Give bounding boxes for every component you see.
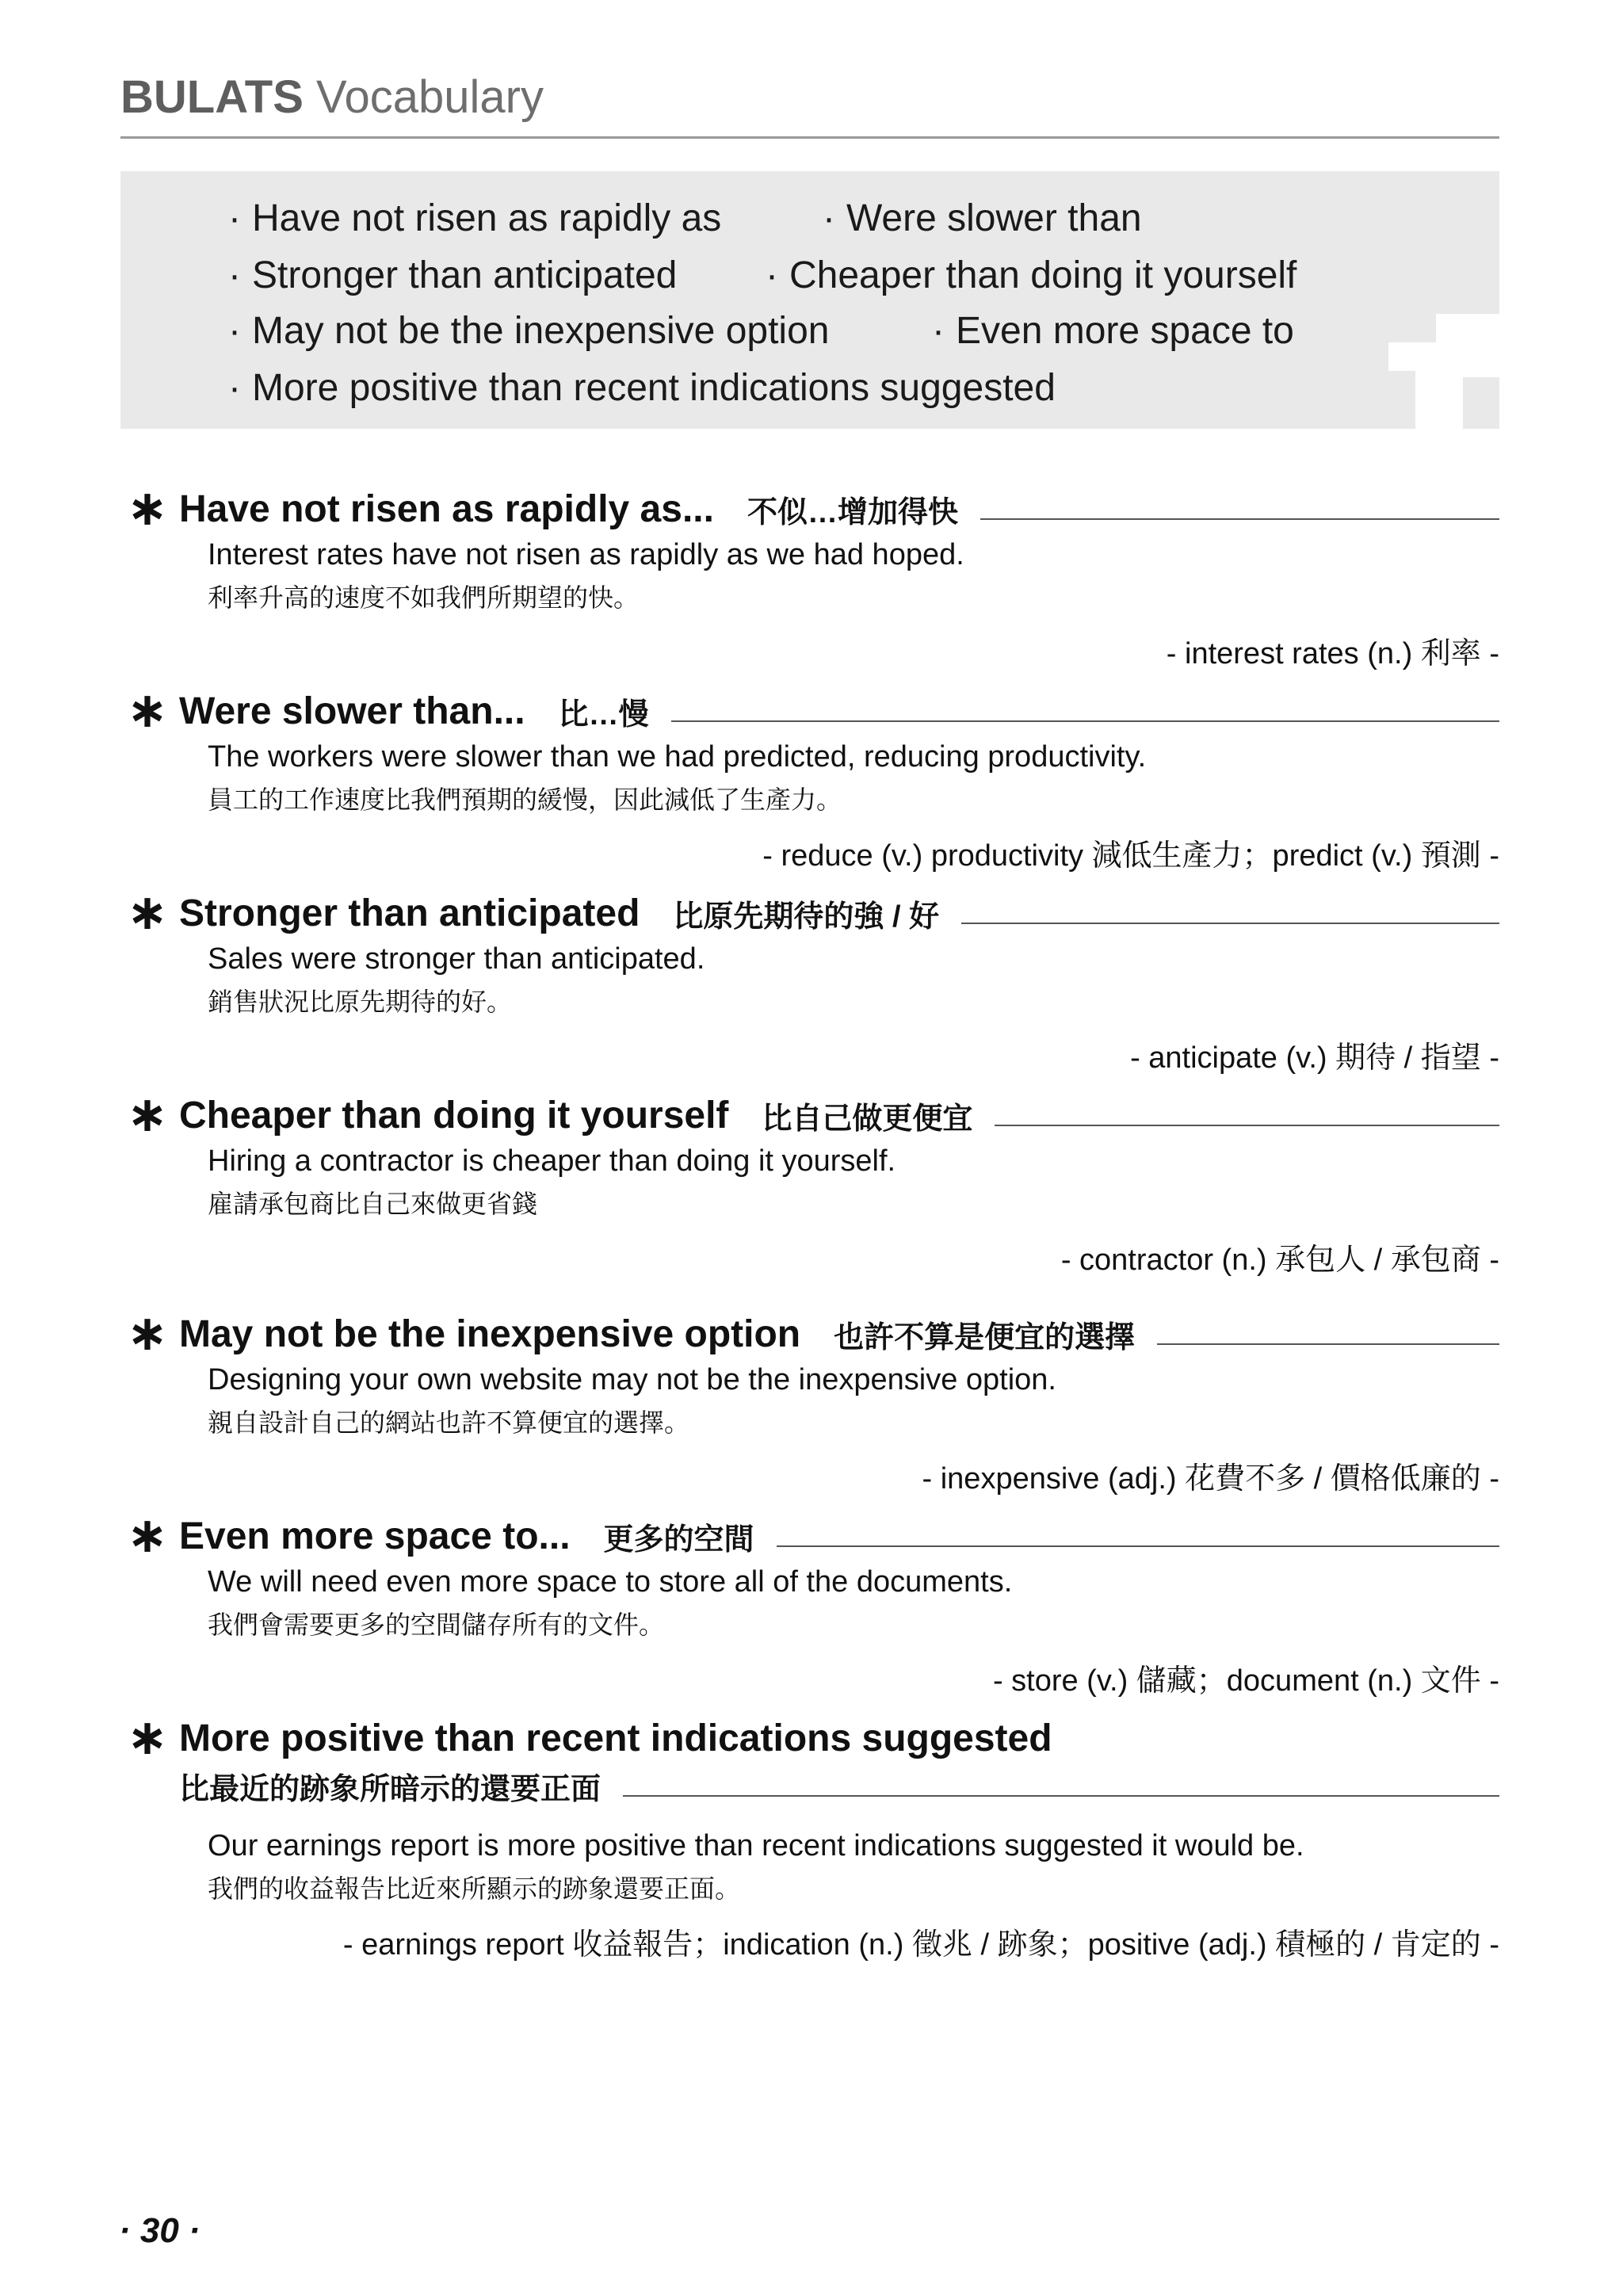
entry-zh: 也許不算是便宜的選擇 [834,1320,1136,1354]
summary-item: · May not be the inexpensive option [228,310,830,352]
puzzle-cutout-decoration [1415,369,1463,429]
entry-example-zh: 利率升高的速度不如我們所期望的快。 [208,583,640,612]
entry-gloss: - interest rates (n.) 利率 - [1166,637,1499,670]
entry-zh: 比最近的跡象所暗示的還要正面 [179,1772,601,1806]
vocab-entry [120,683,1499,873]
entry-example: We will need even more space to store all of the documents. [208,1565,1013,1599]
entry-example: Designing your own website may not be the inexpensive option. [208,1363,1056,1396]
entry-zh: 不似…增加得快 [747,495,958,529]
vocab-entry [120,1508,1499,1698]
asterisk-icon: ∗ [127,885,168,940]
header-title [120,71,544,124]
entry-example-zh: 雇請承包商比自己來做更省錢 [208,1190,538,1218]
entry-gloss: - reduce (v.) productivity 減低生產力；predict (v.) 預測 - [762,839,1499,873]
entry-zh: 比…慢 [558,697,649,732]
entry-gloss: - earnings report 收益報告；indication (n.) 徵兆 / 跡象；positive (adj.) 積極的 / 肯定的 - [342,1928,1499,1962]
asterisk-icon: ∗ [127,1508,168,1563]
entry-phrase: Were slower than... [179,690,525,732]
summary-item: · Stronger than anticipated [228,254,678,296]
underline-rule [777,1545,1499,1547]
entry-zh: 比原先期待的強 / 好 [673,900,940,934]
entry-phrase: Stronger than anticipated [179,892,640,934]
asterisk-icon: ∗ [127,1306,168,1361]
entry-heading [120,1087,1499,1143]
puzzle-cutout-decoration [1436,314,1499,377]
entry-heading [120,683,1499,739]
entry-example-zh: 員工的工作速度比我們預期的緩慢，因此減低了生產力。 [208,785,842,814]
entry-example: Interest rates have not risen as rapidly as we had hoped. [208,538,964,571]
page-header [120,67,1499,139]
entry-phrase: Even more space to... [179,1515,571,1557]
entry-phrase: May not be the inexpensive option [179,1312,801,1355]
summary-item: · Cheaper than doing it yourself [766,254,1297,296]
summary-line [120,303,1499,360]
entry-gloss: - store (v.) 儲藏；document (n.) 文件 - [992,1664,1499,1698]
underline-rule [623,1795,1499,1797]
entry-phrase: More positive than recent indications suggested [179,1717,1052,1759]
asterisk-icon: ∗ [127,1087,168,1142]
puzzle-cutout-decoration [1388,342,1436,371]
summary-line [120,190,1499,247]
entry-gloss: - anticipate (v.) 期待 / 指望 - [1130,1041,1499,1075]
entry-example: Hiring a contractor is cheaper than doing it yourself. [208,1144,896,1178]
summary-box [120,171,1499,429]
entry-phrase: Have not risen as rapidly as... [179,487,714,530]
asterisk-icon: ∗ [127,481,168,536]
summary-item: · Even more space to [932,310,1294,352]
entry-gloss: - inexpensive (adj.) 花費不多 / 價格低廉的 - [922,1462,1499,1496]
entry-gloss: - contractor (n.) 承包人 / 承包商 - [1060,1244,1499,1277]
entry-example: Sales were stronger than anticipated. [208,942,705,976]
entry-heading-zh-row [120,1758,1499,1813]
entry-example-zh: 銷售狀況比原先期待的好。 [208,988,513,1016]
underline-rule [961,923,1499,924]
summary-line [120,247,1499,304]
entry-example-zh: 我們的收益報告比近來所顯示的跡象還要正面。 [208,1874,741,1903]
vocab-entry [120,1710,1499,1964]
vocab-entry [120,1306,1499,1496]
asterisk-icon: ∗ [127,683,168,738]
summary-item: · Have not risen as rapidly as [228,197,722,239]
page-number: · 30 · [119,2211,200,2250]
entry-heading [120,481,1499,537]
entry-example-zh: 我們會需要更多的空間儲存所有的文件。 [208,1610,665,1639]
vocab-entry [120,1087,1499,1278]
entry-heading [120,1508,1499,1564]
underline-rule [980,518,1499,520]
underline-rule [995,1125,1499,1126]
entry-heading [120,1306,1499,1362]
underline-rule [671,720,1499,722]
summary-item: · More positive than recent indications suggested [228,367,1056,409]
vocab-entry [120,885,1499,1075]
summary-item: · Were slower than [823,197,1142,239]
entry-phrase: Cheaper than doing it yourself [179,1094,729,1137]
entry-heading [120,885,1499,941]
header-brand: BULATS [120,71,304,123]
underline-rule [1157,1343,1499,1345]
asterisk-icon: ∗ [127,1710,168,1765]
vocab-entry [120,481,1499,671]
header-section: Vocabulary [316,71,544,123]
entry-example: The workers were slower than we had predicted, reducing productivity. [208,740,1147,774]
entry-zh: 更多的空間 [603,1522,754,1557]
entry-zh: 比自己做更便宜 [762,1102,973,1136]
entry-example-zh: 親自設計自己的網站也許不算便宜的選擇。 [208,1408,690,1437]
entry-example: Our earnings report is more positive than recent indications suggested it would be. [208,1829,1304,1862]
summary-line [120,360,1499,417]
